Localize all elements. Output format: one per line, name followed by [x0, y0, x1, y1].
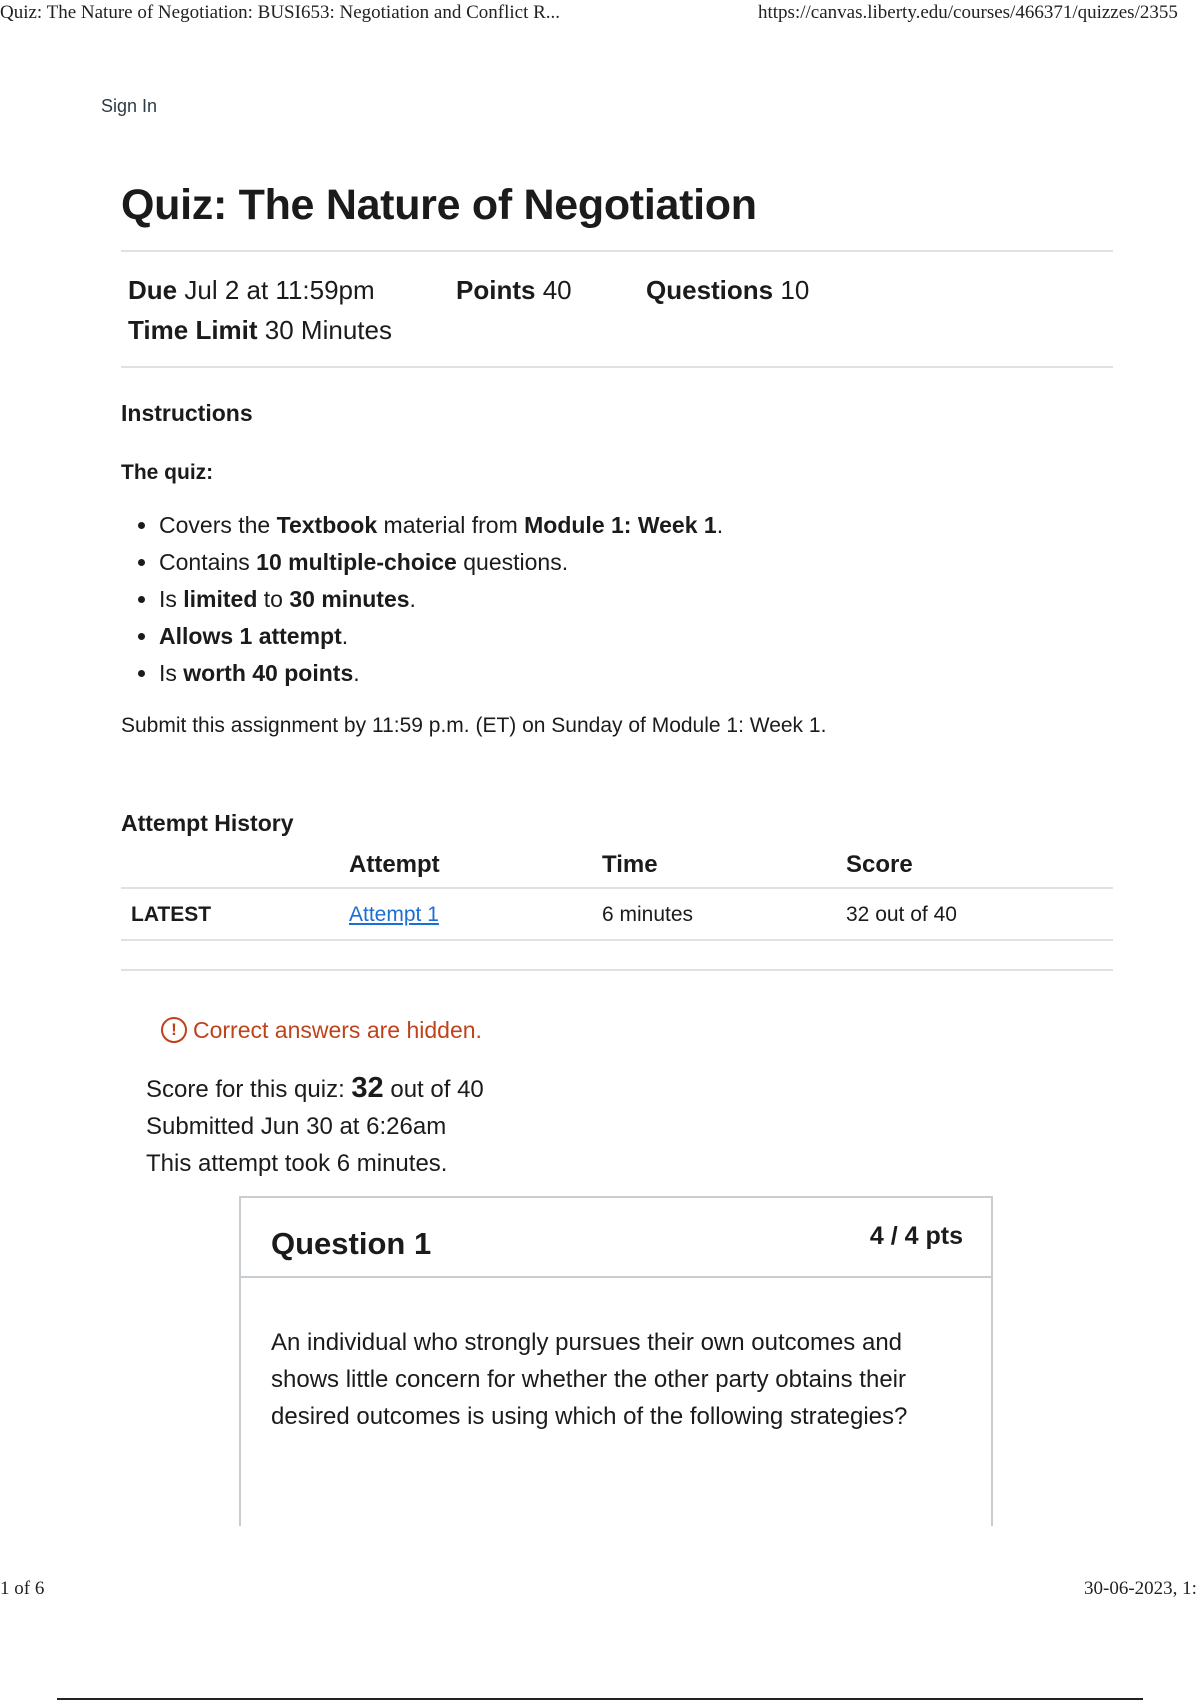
page-title: Quiz: The Nature of Negotiation	[121, 181, 757, 229]
print-date: 30-06-2023, 1:	[1084, 1578, 1197, 1599]
attempt-history-table	[121, 851, 1113, 941]
questions-detail	[646, 270, 809, 310]
latest-label: LATEST	[121, 888, 349, 940]
score-prefix: Score for this quiz:	[146, 1075, 352, 1103]
correct-answers-hidden-notice	[161, 1017, 1113, 1044]
due-value: Jul 2 at 11:59pm	[184, 274, 375, 305]
instruction-text: Is	[159, 659, 184, 686]
column-header-status	[121, 851, 349, 888]
instruction-item	[159, 581, 1113, 618]
print-header	[0, 0, 1200, 28]
time-limit-detail	[128, 310, 392, 350]
questions-value: 10	[780, 274, 810, 305]
exclamation-circle-icon: !	[161, 1017, 187, 1043]
instruction-item	[159, 507, 1113, 544]
table-row	[121, 888, 1113, 940]
instruction-text: Contains	[159, 548, 257, 575]
hidden-notice-text: Correct answers are hidden.	[193, 1016, 482, 1043]
instruction-text: .	[409, 585, 416, 612]
details-row-2	[128, 310, 1106, 350]
instruction-item	[159, 618, 1113, 655]
attempt-1-link[interactable]: Attempt 1	[349, 902, 439, 926]
instruction-text: .	[353, 659, 360, 686]
due-label: Due	[128, 274, 178, 305]
instruction-bold-text: 10 multiple-choice	[256, 548, 457, 575]
print-header-url: https://canvas.liberty.edu/courses/466371/quizzes/2355	[758, 2, 1178, 23]
page-number: 1 of 6	[0, 1578, 45, 1599]
attempt-divider	[121, 969, 1113, 971]
submitted-line: Submitted Jun 30 at 6:26am	[146, 1112, 447, 1140]
duration-line: This attempt took 6 minutes.	[146, 1149, 448, 1177]
instruction-bold-text: Allows 1 attempt	[159, 622, 342, 649]
instruction-bold-text: 30 minutes	[289, 585, 410, 612]
table-header-row	[121, 851, 1113, 888]
quiz-details	[121, 252, 1113, 366]
due-detail	[128, 270, 456, 310]
time-limit-value: 30 Minutes	[264, 314, 392, 345]
instruction-text: Is	[159, 585, 184, 612]
time-limit-label: Time Limit	[128, 314, 258, 345]
instruction-item	[159, 544, 1113, 581]
attempt-cell	[349, 888, 602, 940]
points-detail	[456, 270, 646, 310]
quiz-content	[121, 170, 1113, 1182]
instruction-text: material from	[377, 511, 525, 538]
instruction-text: .	[716, 511, 724, 538]
instruction-text: Covers the	[159, 511, 277, 538]
score-cell: 32 out of 40	[846, 888, 1113, 940]
questions-label: Questions	[646, 274, 774, 305]
instruction-bold-text: Module 1: Week 1	[524, 511, 717, 538]
points-value: 40	[542, 274, 572, 305]
details-row-1	[128, 270, 1106, 310]
question-points: 4 / 4 pts	[869, 1222, 963, 1250]
column-header-time: Time	[602, 851, 846, 888]
instruction-item	[159, 655, 1113, 692]
instructions-list	[121, 507, 1113, 692]
attempt-history-heading: Attempt History	[121, 809, 294, 836]
instruction-bold-text: limited	[183, 585, 258, 612]
question-card	[239, 1196, 993, 1526]
instruction-text: .	[341, 622, 349, 649]
column-header-attempt: Attempt	[349, 851, 602, 888]
sign-in-link[interactable]: Sign In	[101, 96, 158, 116]
instructions-note: Submit this assignment by 11:59 p.m. (ET) on Sunday of Module 1: Week 1.	[121, 713, 827, 737]
instruction-text: questions.	[456, 548, 569, 575]
points-label: Points	[456, 274, 536, 305]
time-cell: 6 minutes	[602, 888, 846, 940]
score-value: 32	[351, 1071, 384, 1104]
instruction-bold-text: Textbook	[276, 511, 378, 538]
question-text: An individual who strongly pursues their own outcomes and shows little concern for whether the other party obtains their desired outcomes is using which of the following strategies?	[271, 1329, 908, 1430]
instructions-heading: Instructions	[121, 399, 253, 426]
details-divider	[121, 366, 1113, 368]
quiz-score-line	[146, 1070, 1113, 1108]
instruction-bold-text: worth 40 points	[183, 659, 354, 686]
instruction-text: to	[257, 585, 290, 612]
question-title: Question 1	[271, 1226, 432, 1261]
column-header-score: Score	[846, 851, 1113, 888]
score-summary	[146, 1070, 1113, 1182]
print-header-title: Quiz: The Nature of Negotiation: BUSI653: Negotiation and Conflict R...	[0, 2, 561, 23]
question-header	[241, 1198, 991, 1278]
instructions-subheading: The quiz:	[121, 460, 214, 484]
score-suffix: out of 40	[383, 1075, 484, 1103]
